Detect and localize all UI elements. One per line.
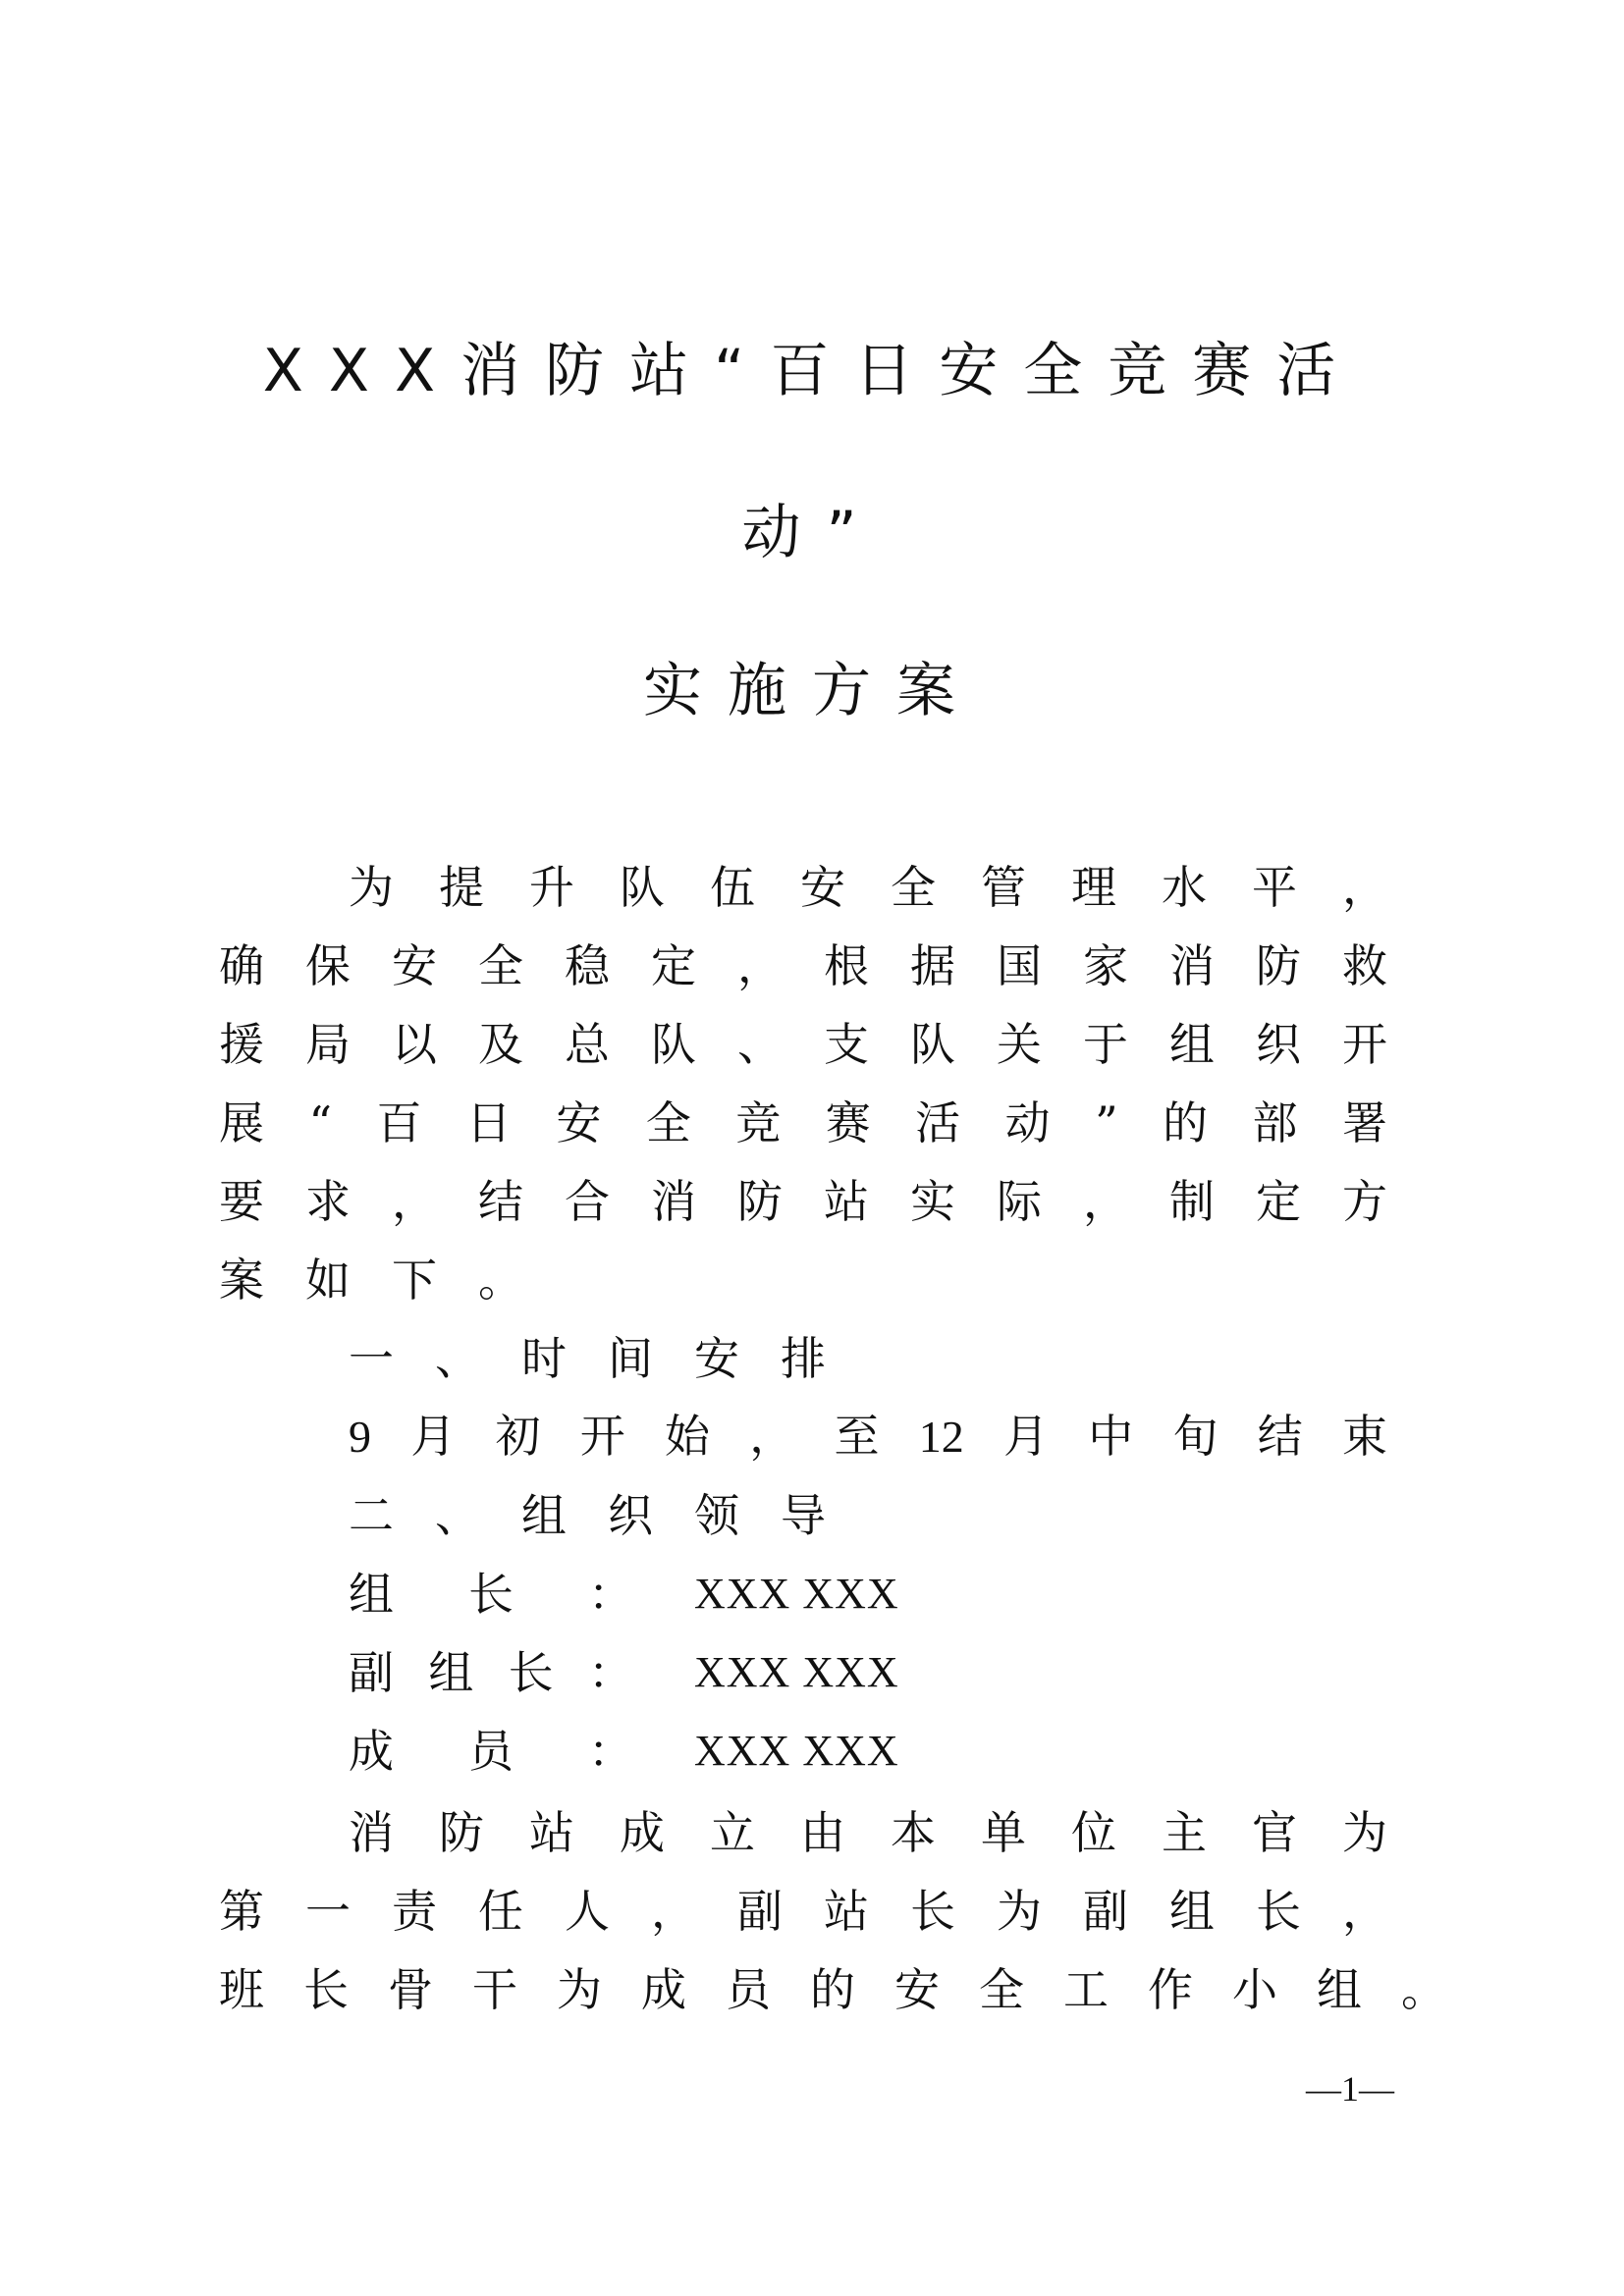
member-label: 副组长：: [349, 1646, 633, 1699]
intro-line-6: 案如下。: [219, 1254, 565, 1307]
document-title-line-1: XXX消防站“百日安全竞赛活: [262, 337, 1362, 405]
intro-line-2: 确保安全稳定，根据国家消防救: [219, 939, 1387, 992]
member-value: XXX XXX: [694, 1727, 899, 1775]
section-2-paragraph-line-3: 班长骨干为成员的安全工作小组。: [219, 1963, 1446, 2016]
document-subtitle: 实施方案: [643, 657, 981, 725]
section-1-heading: 一、时间安排: [349, 1332, 867, 1385]
member-label: 组长：: [349, 1568, 633, 1621]
section-2-paragraph-line-2: 第一责任人，副站长为副组长，: [219, 1885, 1387, 1938]
section-1-text: 9月初开始，至12月中旬结束: [349, 1412, 1387, 1462]
intro-line-1: 为提升队伍安全管理水平，: [349, 861, 1387, 914]
page-number: —1—: [1306, 2069, 1394, 2109]
intro-line-3: 援局以及总队、支队关于组织开: [219, 1018, 1387, 1071]
section-2-paragraph-line-1: 消防站成立由本单位主官为: [349, 1806, 1387, 1859]
document-title-line-2: 动”: [741, 499, 883, 567]
section-2-heading: 二、组织领导: [349, 1489, 867, 1542]
intro-line-5: 要求，结合消防站实际，制定方: [219, 1175, 1387, 1228]
member-label: 成员：: [349, 1725, 633, 1778]
intro-line-4: 展“百日安全竞赛活动”的部署: [219, 1096, 1387, 1149]
member-value: XXX XXX: [694, 1570, 899, 1618]
member-value: XXX XXX: [694, 1648, 899, 1696]
